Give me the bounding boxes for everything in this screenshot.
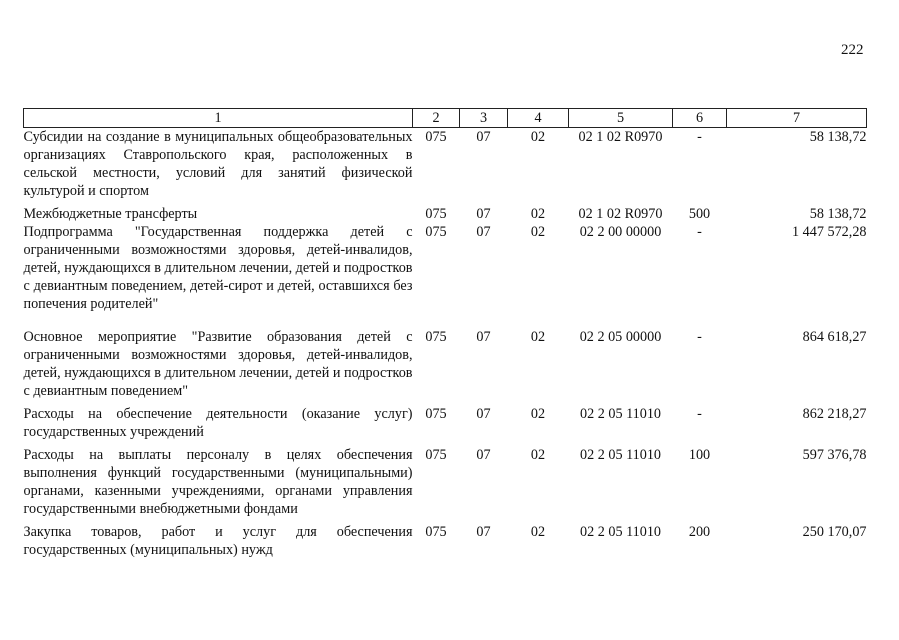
row-expense-type: - [697, 329, 702, 345]
row-ministry: 075 [425, 447, 447, 463]
row-name: Субсидии на создание в муниципальных общеобразовательных организациях Ставропольского края, расположенных в сельской местности, условий для занятий физической культурой и спортом [23, 129, 413, 199]
col-header-4: 4 [508, 109, 569, 128]
row-expense-type: 200 [688, 524, 711, 540]
row-subsection: 02 [530, 206, 546, 222]
col-header-1: 1 [24, 109, 413, 128]
row-ministry: 075 [425, 524, 447, 540]
row-ministry: 075 [425, 329, 447, 345]
row-amount: 58 138,72 [809, 129, 867, 145]
col-header-2: 2 [413, 109, 460, 128]
row-section: 07 [476, 406, 491, 422]
table-row [24, 446, 867, 523]
row-amount: 58 138,72 [809, 206, 867, 222]
row-name: Подпрограмма "Государственная поддержка детей с ограниченными возможностями здоровья, детей-инвалидов, детей, нуждающихся в длительном лечении, детей и подростков с девиантным поведением, детей-сирот и детей, оставшихся без попечения родителей" [23, 224, 413, 312]
table-row [24, 128, 867, 206]
row-amount: 250 170,07 [802, 524, 867, 540]
row-section: 07 [476, 447, 491, 463]
row-subsection: 02 [530, 524, 546, 540]
table-row [24, 405, 867, 446]
table-row [24, 205, 867, 223]
row-expense-type: - [697, 224, 702, 240]
table-row [24, 223, 867, 328]
row-target-code: 02 2 05 11010 [579, 447, 662, 463]
table-row [24, 523, 867, 559]
row-target-code: 02 2 05 00000 [579, 329, 662, 345]
row-amount: 864 618,27 [802, 329, 867, 345]
row-amount: 862 218,27 [802, 406, 867, 422]
row-expense-type: 500 [688, 206, 711, 222]
col-header-7: 7 [727, 109, 867, 128]
row-amount: 1 447 572,28 [792, 224, 867, 240]
row-section: 07 [476, 224, 491, 240]
col-header-5: 5 [569, 109, 673, 128]
budget-table [23, 108, 867, 559]
row-ministry: 075 [425, 206, 447, 222]
row-name: Расходы на обеспечение деятельности (оказание услуг) государственных учреждений [23, 406, 413, 440]
row-subsection: 02 [530, 406, 546, 422]
row-section: 07 [476, 524, 491, 540]
row-subsection: 02 [530, 447, 546, 463]
row-section: 07 [476, 129, 491, 145]
row-target-code: 02 2 00 00000 [579, 224, 662, 240]
row-subsection: 02 [530, 224, 546, 240]
row-name: Расходы на выплаты персоналу в целях обеспечения выполнения функций государственными (муниципальными) органами, казенными учреждениями, органами управления государственными внебюджетными фондами [23, 447, 413, 517]
row-expense-type: - [697, 129, 702, 145]
row-ministry: 075 [425, 406, 447, 422]
row-ministry: 075 [425, 129, 447, 145]
row-target-code: 02 1 02 R0970 [578, 129, 663, 145]
page-number: 222 [841, 42, 864, 58]
row-expense-type: 100 [688, 447, 711, 463]
row-target-code: 02 2 05 11010 [579, 406, 662, 422]
row-ministry: 075 [425, 224, 447, 240]
row-name: Межбюджетные трансферты [23, 206, 198, 222]
row-name: Закупка товаров, работ и услуг для обеспечения государственных (муниципальных) нужд [23, 524, 413, 558]
row-section: 07 [476, 206, 491, 222]
col-header-6: 6 [673, 109, 727, 128]
row-name: Основное мероприятие "Развитие образования детей с ограниченными возможностями здоровья, детей-инвалидов, детей, нуждающихся в длительном лечении, детей и подростков с девиантным поведением" [23, 329, 413, 399]
row-section: 07 [476, 329, 491, 345]
row-amount: 597 376,78 [802, 447, 867, 463]
row-subsection: 02 [530, 329, 546, 345]
row-expense-type: - [697, 406, 702, 422]
table-row [24, 328, 867, 405]
header-row [24, 109, 867, 128]
row-subsection: 02 [530, 129, 546, 145]
row-target-code: 02 2 05 11010 [579, 524, 662, 540]
row-target-code: 02 1 02 R0970 [578, 206, 663, 222]
col-header-3: 3 [460, 109, 508, 128]
